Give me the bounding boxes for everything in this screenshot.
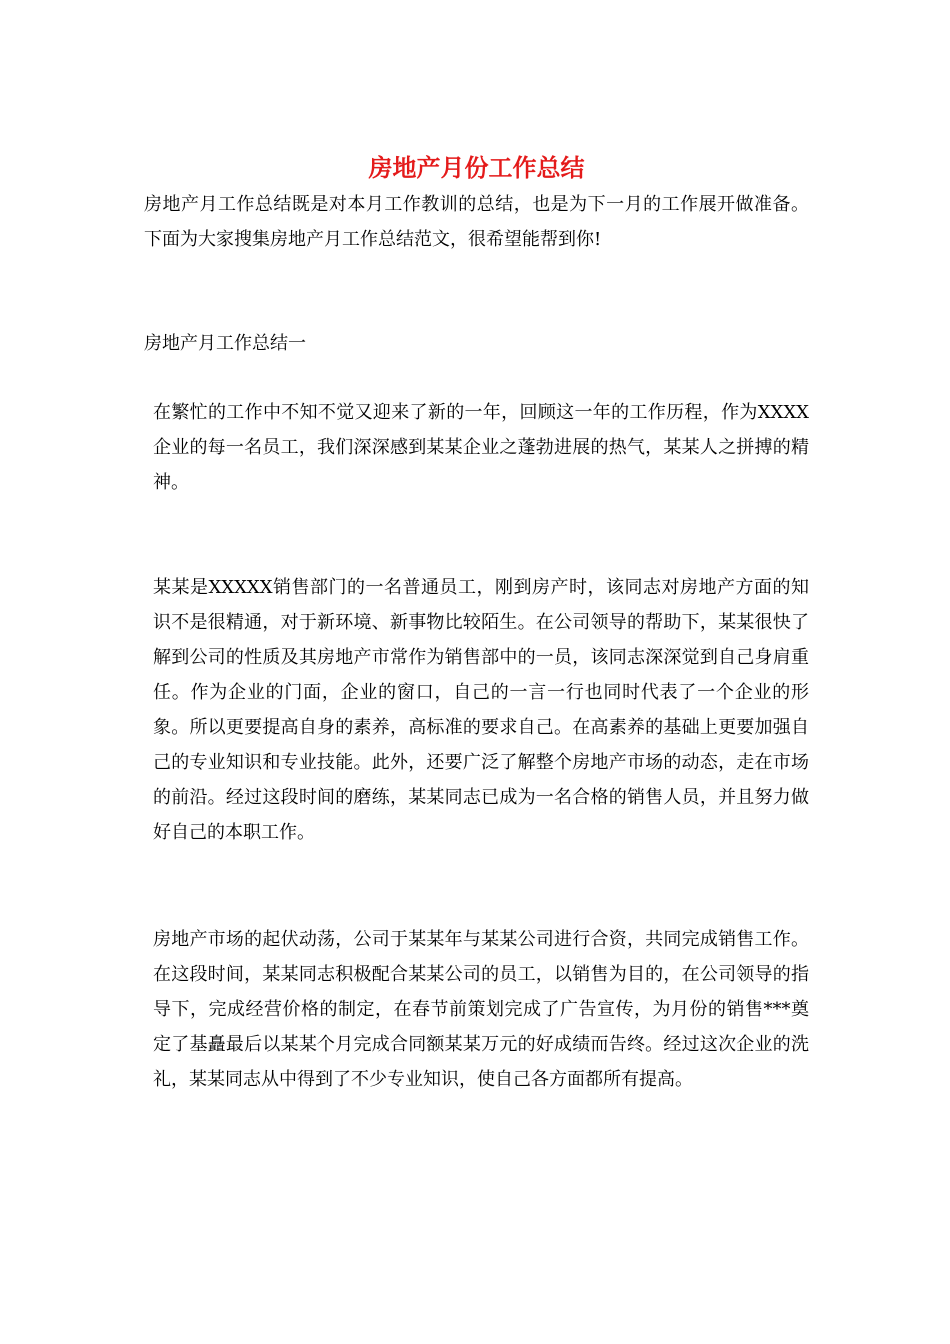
body-paragraph-3: 房地产市场的起伏动荡，公司于某某年与某某公司进行合资，共同完成销售工作。在这段时间，某某同志积极配合某某公司的员工，以销售为目的，在公司领导的指导下，完成经营价格的制定，在春节前策划完成了广告宣传，为月份的销售***奠定了基矗最后以某某个月完成合同额某某万元的好成绩而告终。经过这次企业的洗礼，某某同志从中得到了不少专业知识，使自己各方面都所有提高。 xyxy=(153,929,809,1090)
document-content xyxy=(144,150,809,1097)
intro-paragraph: 房地产月工作总结既是对本月工作教训的总结，也是为下一月的工作展开做准备。下面为大家搜集房地产月工作总结范文，很希望能帮到你! xyxy=(144,194,809,250)
document-title: 房地产月份工作总结 xyxy=(368,153,585,182)
body-paragraph-2: 某某是XXXXX销售部门的一名普通员工，刚到房产时，该同志对房地产方面的知识不是很精通，对于新环境、新事物比较陌生。在公司领导的帮助下，某某很快了解到公司的性质及其房地产市常作为销售部中的一员，该同志深深觉到自己身肩重任。作为企业的门面，企业的窗口，自己的一言一行也同时代表了一个企业的形象。所以更要提高自身的素养，高标准的要求自己。在高素养的基础上更要加强自己的专业知识和专业技能。此外，还要广泛了解整个房地产市场的动态，走在市场的前沿。经过这段时间的磨练，某某同志已成为一名合格的销售人员，并且努力做好自己的本职工作。 xyxy=(153,577,809,843)
section-heading: 房地产月工作总结一 xyxy=(144,333,306,354)
body-paragraph-1: 在繁忙的工作中不知不觉又迎来了新的一年，回顾这一年的工作历程，作为XXXX企业的每一名员工，我们深深感到某某企业之蓬勃进展的热气，某某人之拼搏的精神。 xyxy=(153,402,809,493)
